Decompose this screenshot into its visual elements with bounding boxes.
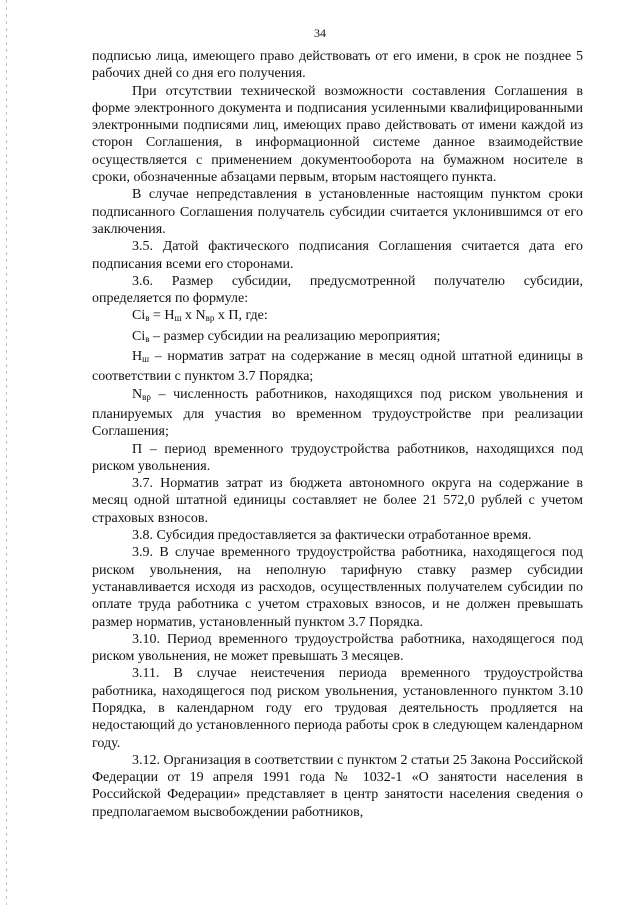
definition-ci	[92, 328, 583, 348]
scan-edge-line	[6, 0, 7, 905]
formula-p: П	[228, 308, 239, 324]
paragraph-non-submission: В случае непредставления в установленные настоящим пунктом сроки подписанного Соглашения получатель субсидии считается уклонившимся от его заключения.	[92, 187, 583, 237]
definition-ci-sub: в	[145, 333, 150, 344]
subsidy-formula	[92, 307, 583, 327]
definition-n-symbol: N	[132, 386, 143, 402]
definition-h	[92, 348, 583, 386]
definition-n-sub: вр	[142, 391, 151, 402]
definition-p-symbol: П	[132, 441, 143, 457]
paragraph-no-technical-possibility: При отсутствии технической возможности составления Соглашения в форме электронного документа и подписания усиленными квалифицированными электронными подписями лиц, имеющих право действовать от имени каждой из сторон Соглашения, в информационной системе данное взаимодействие осуществляется с применением документооборота на бумажном носителе в сроки, обозначенные абзацами первым, вторым настоящего пункта.	[92, 83, 583, 186]
definition-h-sub: ш	[142, 354, 150, 365]
formula-ci: Ci	[132, 308, 146, 324]
formula-n-sub: вр	[205, 313, 215, 324]
clause-3-10: 3.10. Период временного трудоустройства работника, находящегося под риском увольнения, не может превышать 3 месяцев.	[92, 631, 583, 665]
formula-times-2: х	[214, 308, 229, 324]
clause-3-7: 3.7. Норматив затрат из бюджета автономного округа на содержание в месяц одной штатной единицы составляет не более 21 572,0 рублей с учетом страховых взносов.	[92, 476, 583, 526]
definition-p	[92, 441, 583, 476]
formula-h: Н	[164, 308, 175, 324]
paragraph-continuation: подписью лица, имеющего право действовать от его имени, в срок не позднее 5 рабочих дней со дня его получения.	[92, 49, 583, 82]
clause-3-8: 3.8. Субсидия предоставляется за фактически отработанное время.	[132, 528, 532, 544]
clause-3-11: 3.11. В случае неистечения периода временного трудоустройства работника, находящегося под риском увольнения, установленного пунктом 3.10 Порядка, в календарном году его трудовая деятельность продляется на недостающий до установленного периода работы срок в следующем календарном году.	[92, 666, 583, 751]
formula-n: N	[195, 308, 206, 324]
definition-p-text: – период временного трудоустройства работников, находящихся под риском увольнения.	[92, 441, 583, 474]
formula-ci-sub: в	[145, 313, 150, 324]
formula-tail: , где:	[238, 308, 268, 324]
definition-ci-text: – размер субсидии на реализацию мероприятия;	[149, 328, 441, 344]
clause-3-6: 3.6. Размер субсидии, предусмотренной получателю субсидии, определяется по формуле:	[92, 273, 583, 307]
clause-3-9: 3.9. В случае временного трудоустройства работника, находящегося под риском увольнения, на неполную тарифную ставку размер субсидии устанавливается исходя из расходов, осуществленных получателем субсидии по оплате труда работника с учетом страховых взносов, и не должен превышать размер норматив, установленный пунктом 3.7 Порядка.	[92, 545, 583, 630]
definition-n-text: – численность работников, находящихся под риском увольнения и планируемых для участия во временном трудоустройстве при реализации Соглашения;	[92, 386, 583, 440]
clause-3-12: 3.12. Организация в соответствии с пунктом 2 статьи 25 Закона Российской Федерации от 19 апреля 1991 года № 1032-1 «О занятости населения в Российской Федерации» представляет в центр занятости населения сведения о предполагаемом высвобождении работников,	[92, 752, 583, 820]
formula-times-1: х	[181, 308, 196, 324]
definition-n	[92, 386, 583, 441]
formula-h-sub: ш	[174, 313, 182, 324]
definition-ci-symbol: Ci	[132, 328, 146, 344]
page-number: 34	[314, 26, 326, 40]
formula-eq: =	[149, 308, 165, 324]
definition-h-symbol: Н	[132, 349, 143, 365]
document-body	[92, 48, 583, 821]
clause-3-5: 3.5. Датой фактического подписания Соглашения считается дата его подписания всеми его сторонами.	[92, 239, 583, 272]
definition-h-text: – норматив затрат на содержание в месяц одной штатной единицы в соответствии с пунктом 3.7 Порядка;	[92, 349, 583, 385]
